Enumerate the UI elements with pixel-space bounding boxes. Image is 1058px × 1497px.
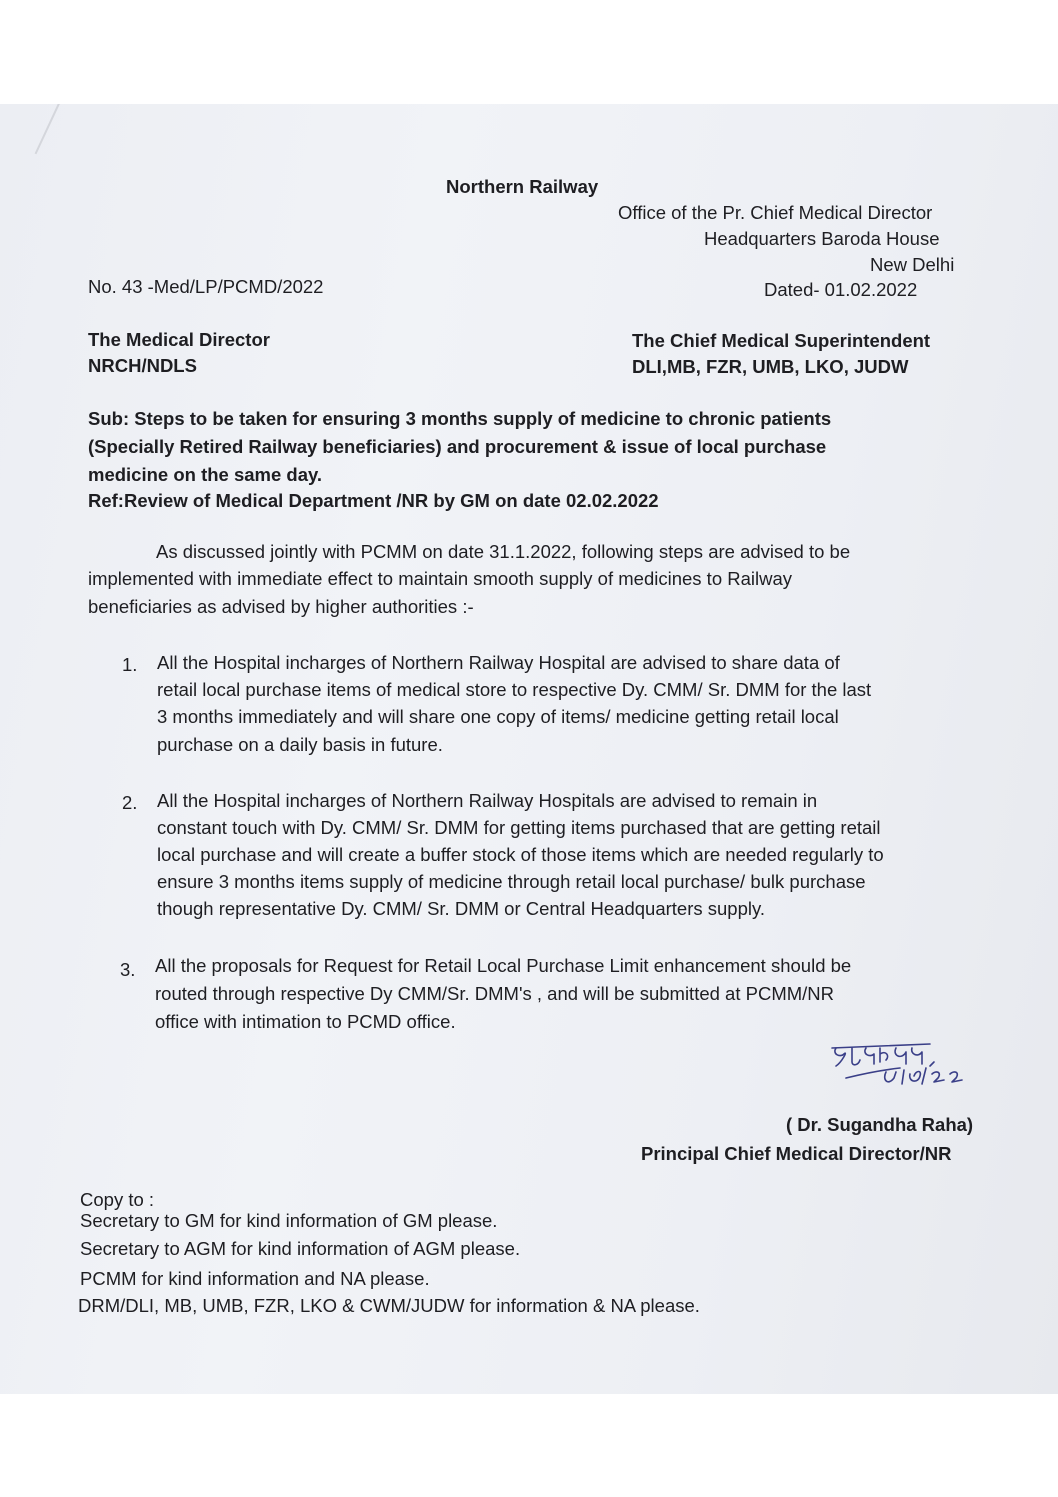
letter-date: Dated- 01.02.2022 <box>764 279 918 300</box>
handwritten-signature <box>822 1040 1022 1120</box>
addressee-left-title: The Medical Director <box>88 329 270 350</box>
copy-to-item: Secretary to GM for kind information of GM please. <box>80 1210 498 1231</box>
office-line-2: Headquarters Baroda House <box>704 228 940 249</box>
copy-to-heading: Copy to : <box>80 1189 155 1210</box>
point-2-line-2: constant touch with Dy. CMM/ Sr. DMM for getting items purchased that are getting retail <box>157 817 881 838</box>
subject-line-1: Sub: Steps to be taken for ensuring 3 months supply of medicine to chronic patients <box>88 408 832 429</box>
point-3-line-1: All the proposals for Request for Retail Local Purchase Limit enhancement should be <box>155 955 852 976</box>
office-line-3: New Delhi <box>870 254 955 275</box>
office-line-1: Office of the Pr. Chief Medical Director <box>618 202 933 223</box>
signatory-designation: Principal Chief Medical Director/NR <box>641 1143 952 1164</box>
document-photo <box>0 104 1058 1394</box>
addressee-right-title: The Chief Medical Superintendent <box>632 330 931 351</box>
point-1-line-1: All the Hospital incharges of Northern Railway Hospital are advised to share data of <box>157 652 840 673</box>
reference-line: Ref:Review of Medical Department /NR by GM on date 02.02.2022 <box>88 490 659 511</box>
point-number: 3. <box>120 959 136 980</box>
point-3-line-3: office with intimation to PCMD office. <box>155 1011 456 1032</box>
intro-line-3: beneficiaries as advised by higher authorities :- <box>88 596 474 617</box>
point-3-line-2: routed through respective Dy CMM/Sr. DMM's , and will be submitted at PCMM/NR <box>155 983 834 1004</box>
point-2-line-4: ensure 3 months items supply of medicine through retail local purchase/ bulk purchase <box>157 871 866 892</box>
point-2-line-3: local purchase and will create a buffer stock of those items which are needed regularly to <box>157 844 884 865</box>
point-1-line-4: purchase on a daily basis in future. <box>157 734 443 755</box>
letter-number: No. 43 -Med/LP/PCMD/2022 <box>88 276 324 297</box>
copy-to-item: DRM/DLI, MB, UMB, FZR, LKO & CWM/JUDW for information & NA please. <box>78 1295 700 1316</box>
point-1-line-3: 3 months immediately and will share one copy of items/ medicine getting retail local <box>157 706 839 727</box>
point-number: 2. <box>122 792 138 813</box>
addressee-left-sub: NRCH/NDLS <box>88 355 197 376</box>
point-number: 1. <box>122 654 138 675</box>
subject-line-2: (Specially Retired Railway beneficiaries) and procurement & issue of local purchase <box>88 436 827 457</box>
intro-line-1: As discussed jointly with PCMM on date 31.1.2022, following steps are advised to be <box>156 541 851 562</box>
copy-to-item: PCMM for kind information and NA please. <box>80 1268 430 1289</box>
intro-line-2: implemented with immediate effect to maintain smooth supply of medicines to Railway <box>88 568 793 589</box>
copy-to-item: Secretary to AGM for kind information of AGM please. <box>80 1238 521 1259</box>
org-name: Northern Railway <box>446 176 599 197</box>
addressee-right-sub: DLI,MB, FZR, UMB, LKO, JUDW <box>632 356 909 377</box>
signatory-name: ( Dr. Sugandha Raha) <box>786 1114 974 1135</box>
point-2-line-5: though representative Dy. CMM/ Sr. DMM or Central Headquarters supply. <box>157 898 765 919</box>
subject-line-3: medicine on the same day. <box>88 464 323 485</box>
point-1-line-2: retail local purchase items of medical store to respective Dy. CMM/ Sr. DMM for the last <box>157 679 872 700</box>
point-2-line-1: All the Hospital incharges of Northern Railway Hospitals are advised to remain in <box>157 790 818 811</box>
